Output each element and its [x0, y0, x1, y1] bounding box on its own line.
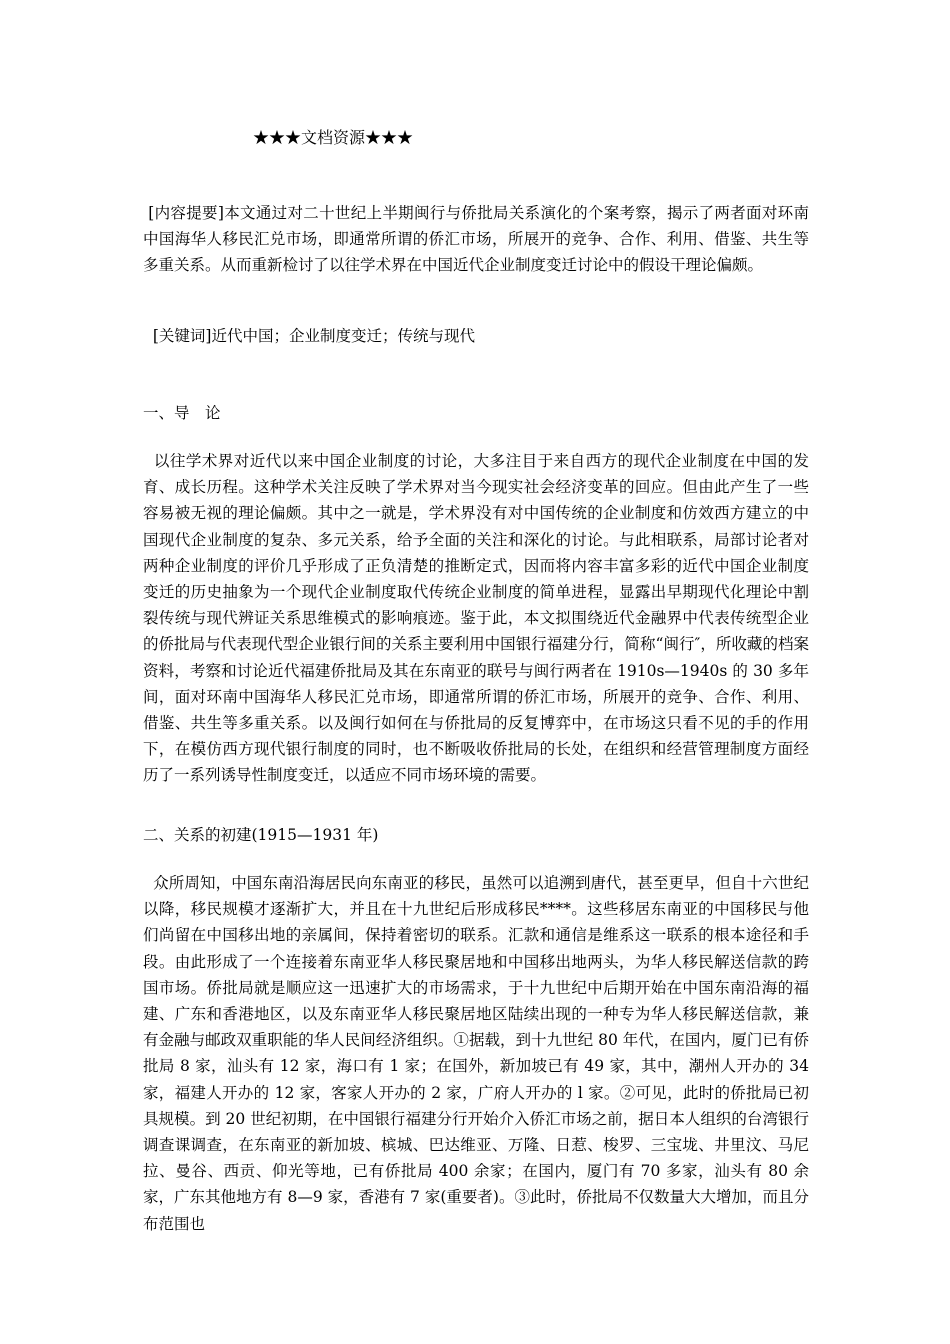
section-heading-relationship: 二、关系的初建(1915—1931 年) [143, 826, 379, 844]
section-heading-introduction: 一、导 论 [143, 404, 221, 422]
body-paragraph-introduction: 以往学术界对近代以来中国企业制度的讨论，大多注目于来自西方的现代企业制度在中国的发育、成长历程。这种学术关注反映了学术界对当今现实社会经济变革的回应。但由此产生了一些容易被无视的理论偏颇。其中之一就是，学术界没有对中国传统的企业制度和仿效西方建立的中国现代企业制度的复杂、多元关系，给予全面的关注和深化的讨论。与此相联系，局部讨论者对两种企业制度的评价几乎形成了正负清楚的推断定式，因而将内容丰富多彩的近代中国企业制度变迁的历史抽象为一个现代企业制度取代传统企业制度的简单进程，显露出早期现代化理论中割裂传统与现代辨证关系思维模式的影响痕迹。鉴于此，本文拟围绕近代金融界中代表传统型企业的侨批局与代表现代型企业银行间的关系主要利用中国银行福建分行，简称“闽行″，所收藏的档案资料，考察和讨论近代福建侨批局及其在东南亚的联号与闽行两者在 1910s—1940s 的 30 多年间，面对环南中国海华人移民汇兑市场，即通常所谓的侨汇市场，所展开的竞争、合作、利用、借鉴、共生等多重关系。以及闽行如何在与侨批局的反复博弈中，在市场这只看不见的手的作用下，在模仿西方现代银行制度的同时，也不断吸收侨批局的长处，在组织和经营管理制度方面经历了一系列诱导性制度变迁，以适应不同市场环境的需要。 [143, 452, 809, 785]
abstract-paragraph: [内容提要]本文通过对二十世纪上半期闽行与侨批局关系演化的个案考察，揭示了两者面对环南中国海华人移民汇兑市场，即通常所谓的侨汇市场，所展开的竞争、合作、利用、借鉴、共生等多重关系。从而重新检讨了以往学术界在中国近代企业制度变迁讨论中的假设干理论偏颇。 [143, 204, 809, 275]
keywords-paragraph: [关键词]近代中国；企业制度变迁；传统与现代 [143, 327, 475, 345]
document-banner: ★★★文档资源★★★ [253, 128, 414, 147]
body-paragraph-relationship: 众所周知，中国东南沿海居民向东南亚的移民，虽然可以追溯到唐代，甚至更早，但自十六世纪以降，移民规模才逐渐扩大，并且在十九世纪后形成移民****。这些移居东南亚的中国移民与他们尚留在中国移出地的亲属间，保持着密切的联系。汇款和通信是维系这一联系的根本途径和手段。由此形成了一个连接着东南亚华人移民聚居地和中国移出地两头，为华人移民解送信款的跨国市场。侨批局就是顺应这一迅速扩大的市场需求，于十九世纪中后期开始在中国东南沿海的福建、广东和香港地区，以及东南亚华人移民聚居地区陆续出现的一种专为华人移民解送信款，兼有金融与邮政双重职能的华人民间经济组织。①据载，到十九世纪 80 年代，在国内，厦门已有侨批局 8 家，汕头有 12 家，海口有 1 家；在国外，新加坡已有 49 家，其中，潮州人开办的 34 家，福建人开办的 12 家，客家人开办的 2 家，广府人开办的 l 家。②可见，此时的侨批局已初具规模。到 20 世纪初期，在中国银行福建分行开始介入侨汇市场之前，据日本人组织的台湾银行调查课调查，在东南亚的新加坡、槟城、巴达维亚、万隆、日惹、梭罗、三宝垅、井里汶、马尼拉、曼谷、西贡、仰光等地，已有侨批局 400 余家；在国内，厦门有 70 多家，汕头有 80 余家，广东其他地方有 8—9 家，香港有 7 家(重要者)。③此时，侨批局不仅数量大大增加，而且分布范围也 [143, 874, 814, 1233]
